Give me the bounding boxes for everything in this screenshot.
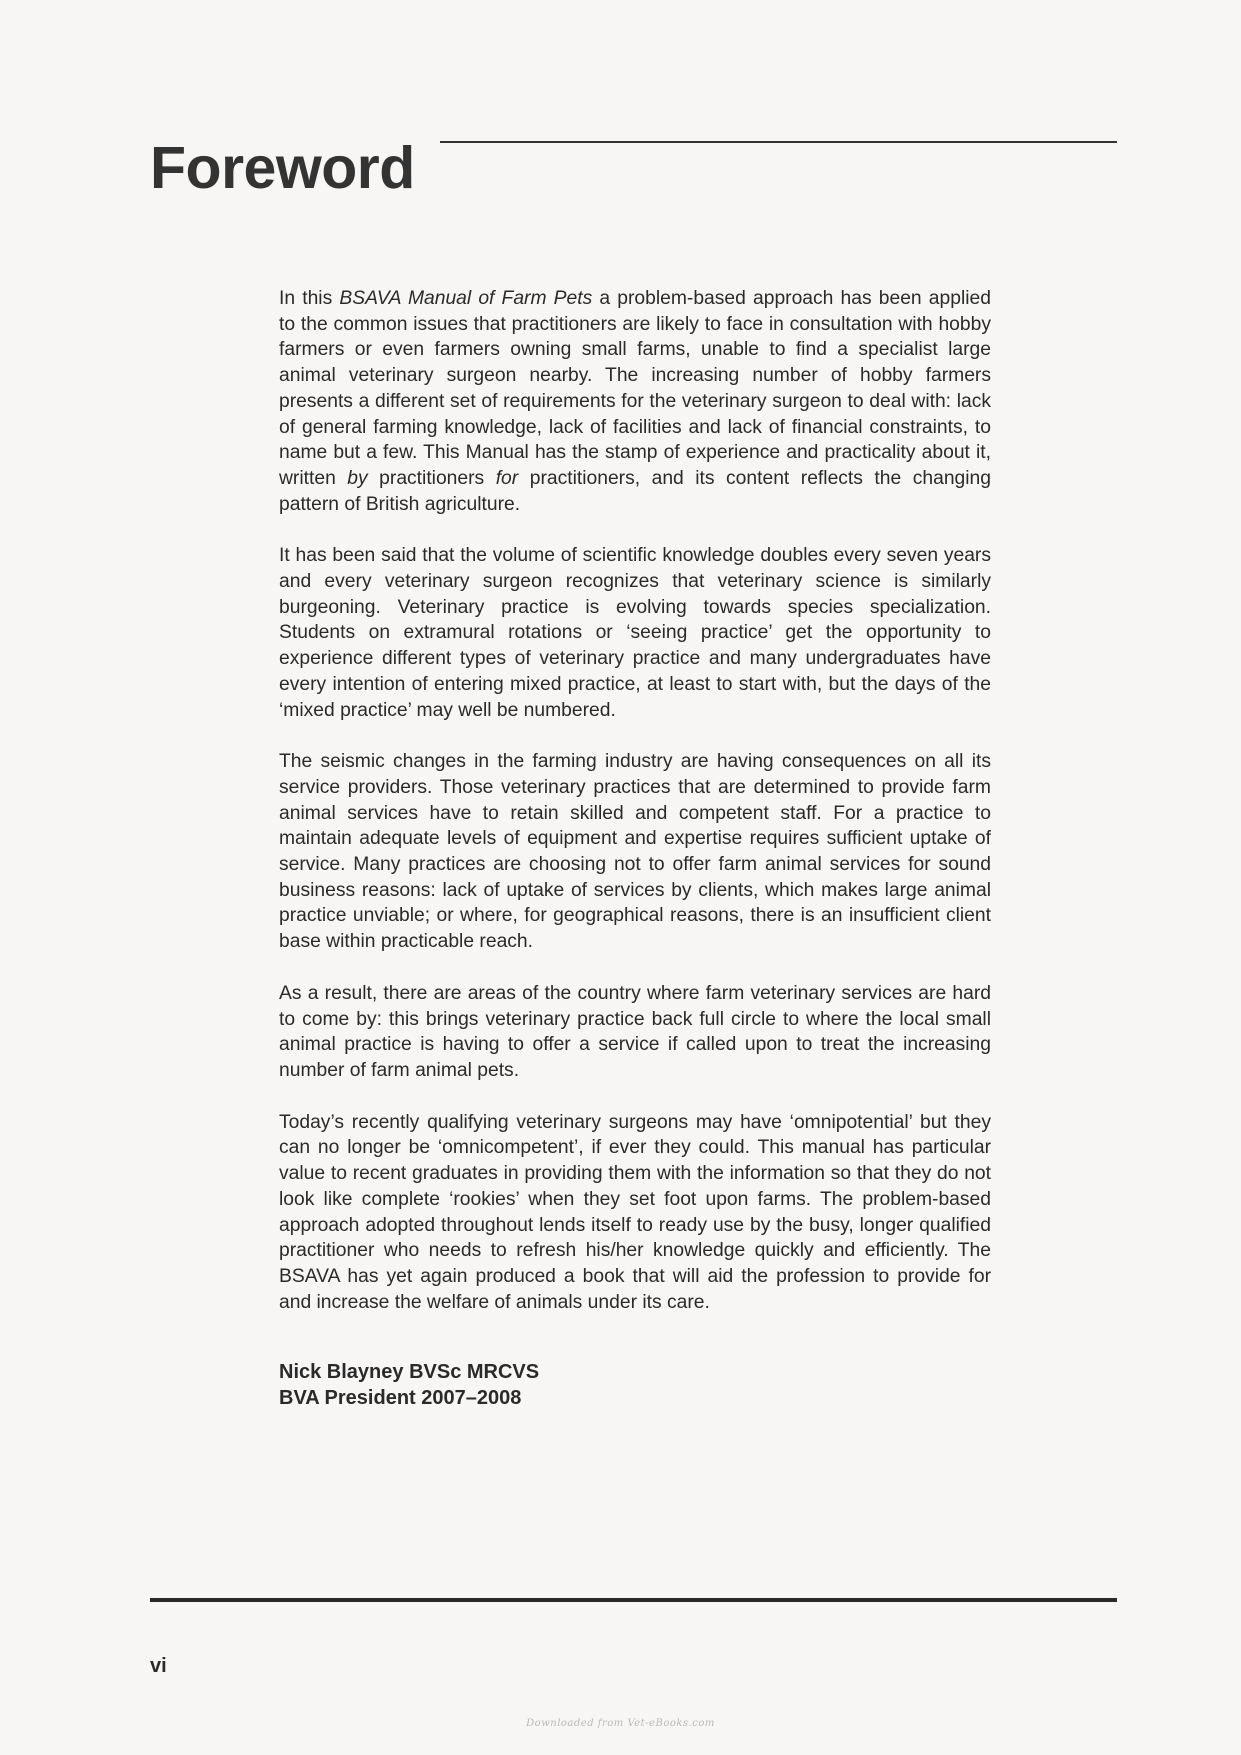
paragraph-1: [279, 286, 991, 517]
signature-block: [279, 1359, 991, 1411]
paragraph-4: As a result, there are areas of the country where farm veterinary services are hard to come by: this brings veterinary practice back full circle to where the local small animal practice is having to offer a service if called upon to treat the increasing number of farm animal pets.: [279, 982, 991, 1081]
watermark: Downloaded from Vet-eBooks.com: [526, 1718, 715, 1729]
foreword-body: [279, 286, 991, 1411]
paragraph-5: Today’s recently qualifying veterinary surgeons may have ‘omnipotential’ but they can no longer be ‘omnicompetent’, if ever they could. This manual has particular value to recent graduates in providing them with the information so that they do not look like complete ‘rookies’ when they set foot upon farms. The problem-based approach adopted throughout lends itself to ready use by the busy, longer qualified practitioner who needs to refresh his/her knowledge quickly and efficiently. The BSAVA has yet again produced a book that will aid the profession to provide for and increase the welfare of animals under its care.: [279, 1111, 991, 1313]
paragraph-1-text-a: In this: [279, 288, 340, 309]
paragraph-1-text-b: a problem-based approach has been applied to the common issues that practitioners are likely to face in consultation with hobby farmers or even farmers owning small farms, unable to find a specialist large animal veterinary surgeon nearby. The increasing number of hobby farmers presents a different set of requirements for the veterinary surgeon to deal with: lack of general farming knowledge, lack of facilities and lack of financial constraints, to name but a few. This Manual has the stamp of experience and practicality about it, written: [279, 288, 991, 489]
page-title: Foreword: [150, 135, 415, 201]
signature-role: BVA President 2007–2008: [279, 1387, 522, 1410]
manual-title: BSAVA Manual of Farm Pets: [339, 288, 593, 309]
signature-name: Nick Blayney BVSc MRCVS: [279, 1361, 540, 1384]
emphasis-for: for: [495, 467, 519, 489]
title-rule: [440, 141, 1117, 143]
paragraph-3: The seismic changes in the farming industry are having consequences on all its service providers. Those veterinary practices that are determined to provide farm animal services have to retain skilled and competent staff. For a practice to maintain adequate levels of equipment and expertise requires sufficient uptake of service. Many practices are choosing not to offer farm animal services for sound business reasons: lack of uptake of services by clients, which makes large animal practice unviable; or where, for geographical reasons, there is an insufficient client base within practicable reach.: [279, 751, 991, 953]
footer-rule: [150, 1598, 1117, 1602]
paragraph-1-text-c: practitioners: [367, 467, 496, 489]
paragraph-1-text-d: practitioners, and its content reflects the changing pattern of British agriculture.: [279, 467, 991, 515]
page-number: vi: [150, 1655, 167, 1677]
emphasis-by: by: [347, 467, 368, 489]
paragraph-2: It has been said that the volume of scientific knowledge doubles every seven years and every veterinary surgeon recognizes that veterinary science is similarly burgeoning. Veterinary practice is evolving towards species specialization. Students on extramural rotations or ‘seeing practice’ get the opportunity to experience different types of veterinary practice and many undergraduates have every intention of entering mixed practice, at least to start with, but the days of the ‘mixed practice’ may well be numbered.: [279, 545, 991, 721]
